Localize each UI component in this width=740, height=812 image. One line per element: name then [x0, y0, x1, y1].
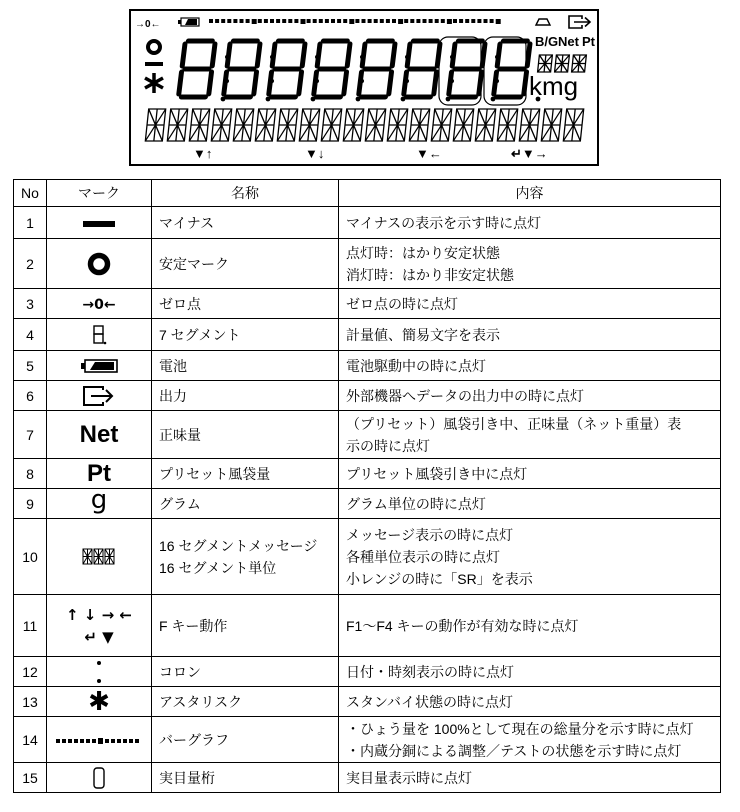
table-row [14, 319, 721, 351]
row-content [338, 489, 720, 519]
lcd-message-sixteen-segment [211, 109, 231, 141]
row-name-line: 安定マーク [158, 255, 229, 272]
lcd-zero-mark: →0← [135, 19, 161, 30]
lcd-bar-segment [465, 19, 469, 23]
row-content-line: メッセージ表示の時に点灯 [345, 526, 514, 543]
lcd-message-sixteen-segment [365, 109, 385, 141]
lcd-bar-segment [416, 19, 420, 23]
gram-icon: g [90, 484, 108, 515]
output-icon [81, 385, 117, 407]
lcd-message-sixteen-segment [541, 109, 561, 141]
row-mark [46, 763, 151, 793]
lcd-bar-segment [246, 19, 250, 23]
row-name [151, 657, 338, 687]
row-mark [46, 319, 151, 351]
row-name [151, 489, 338, 519]
row-content-line: （プリセット）風袋引き中、正味量（ネット重量）表 [345, 415, 682, 432]
header-mark: マーク [46, 180, 151, 207]
lcd-bar-segment [410, 19, 414, 23]
table-row [14, 239, 721, 289]
lcd-message-sixteen-segment [431, 109, 451, 141]
lcd-bar-segment [368, 19, 372, 23]
lcd-message-sixteen-segment [497, 109, 517, 141]
lcd-indicator-net: Net [558, 34, 579, 49]
lcd-bar-segment [325, 19, 329, 23]
row-name [151, 687, 338, 717]
lcd-bar-segment [227, 19, 231, 23]
lcd-message-sixteen-segment [387, 109, 407, 141]
actual-digit-icon [92, 766, 106, 790]
row-content [338, 459, 720, 489]
row-content [338, 381, 720, 411]
row-content [338, 657, 720, 687]
row-content-line: 各種単位表示の時に点灯 [345, 548, 500, 565]
row-name [151, 351, 338, 381]
lcd-message-sixteen-segment [167, 109, 187, 141]
row-no: 10 [14, 519, 47, 595]
lcd-bar-segment [252, 19, 257, 24]
row-no: 8 [14, 459, 47, 489]
lcd-bar-segment [337, 19, 341, 23]
row-content-line: 日付・時刻表示の時に点灯 [345, 663, 514, 680]
lcd-bar-segment [471, 19, 475, 23]
row-content-line: グラム単位の時に点灯 [345, 495, 486, 512]
row-no: 6 [14, 381, 47, 411]
row-content-line: ・内蔵分銅による調整／テストの状態を示す時に点灯 [345, 742, 682, 759]
sixteen-segment-icon [82, 548, 116, 566]
lcd-message-sixteen-segment [277, 109, 297, 141]
row-mark [46, 687, 151, 717]
row-name-line: 7 セグメント [158, 326, 241, 343]
lcd-bar-segment [288, 19, 292, 23]
lcd-display-diagram [129, 9, 599, 166]
row-mark [46, 519, 151, 595]
table-row [14, 657, 721, 687]
lcd-message-sixteen-segment [233, 109, 253, 141]
lcd-seven-segment-digit [268, 41, 305, 97]
row-content [338, 319, 720, 351]
lcd-bar-segment [429, 19, 433, 23]
lcd-indicator-pt: Pt [582, 34, 595, 49]
lcd-bar-segment [331, 19, 335, 23]
lcd-bar-segment [282, 19, 286, 23]
lcd-fkey-3: ▼← [416, 146, 442, 161]
lcd-bar-segment [307, 19, 311, 23]
row-mark [46, 381, 151, 411]
row-mark [46, 459, 151, 489]
row-name [151, 207, 338, 239]
row-name [151, 519, 338, 595]
row-content-line: 小レンジの時に「SR」を表示 [345, 570, 533, 587]
lcd-message-sixteen-segment [343, 109, 363, 141]
lcd-bar-segment [392, 19, 396, 23]
row-name-line: F キー動作 [158, 617, 228, 634]
row-name [151, 763, 338, 793]
lcd-message-sixteen-segment [255, 109, 275, 141]
fkey-arrows-row: ↑ ↓ → ← [66, 605, 132, 624]
lcd-unit-sixteen-segment [572, 55, 587, 72]
lcd-minus-bar [145, 62, 163, 66]
lcd-bar-segment [258, 19, 262, 23]
lcd-bar-segment [496, 19, 501, 24]
row-mark [46, 657, 151, 687]
lcd-bar-segment [362, 19, 366, 23]
lcd-bar-segment [374, 19, 378, 23]
lcd-message-sixteen-segment [475, 109, 495, 141]
lcd-tare-icon [536, 19, 550, 25]
lcd-bar-segment [459, 19, 463, 23]
table-row [14, 459, 721, 489]
row-content-line: 外部機器へデータの出力中の時に点灯 [345, 387, 584, 404]
pt-icon: Pt [86, 459, 111, 487]
row-content [338, 207, 720, 239]
zero-point-icon: →0← [82, 296, 116, 313]
lcd-bar-segment [270, 19, 274, 23]
row-no: 4 [14, 319, 47, 351]
row-content-line: マイナスの表示を示す時に点灯 [345, 214, 542, 231]
row-content [338, 595, 720, 657]
net-icon: Net [79, 420, 119, 448]
minus-bar-icon [82, 219, 116, 229]
lcd-seven-segment-digit [313, 41, 350, 97]
row-no: 14 [14, 717, 47, 763]
lcd-bar-segment [276, 19, 280, 23]
lcd-bar-segment [240, 19, 244, 23]
row-name [151, 319, 338, 351]
lcd-mark-table [13, 179, 721, 793]
row-no: 11 [14, 595, 47, 657]
lcd-bar-segment [313, 19, 317, 23]
row-name [151, 381, 338, 411]
row-mark [46, 289, 151, 319]
row-name [151, 289, 338, 319]
row-mark [46, 484, 151, 519]
row-content [338, 687, 720, 717]
lcd-bar-segment [404, 19, 408, 23]
row-content-line: プリセット風袋引き中に点灯 [345, 465, 528, 482]
lcd-bar-segment [490, 19, 494, 23]
row-content [338, 351, 720, 381]
lcd-bar-segment [319, 19, 323, 23]
lcd-message-sixteen-segment [299, 109, 319, 141]
table-row [14, 595, 721, 657]
row-no: 12 [14, 657, 47, 687]
lcd-bar-segment [441, 19, 445, 23]
row-name-line: 実目量桁 [158, 769, 215, 786]
table-row [14, 207, 721, 239]
lcd-bar-segment [453, 19, 457, 23]
row-no: 7 [14, 411, 47, 459]
row-no: 5 [14, 351, 47, 381]
header-content: 内容 [338, 180, 720, 207]
lcd-bar-segment [209, 19, 213, 23]
row-content-line: 消灯時：はかり非安定状態 [345, 266, 514, 283]
row-mark [46, 595, 151, 657]
lcd-seven-segment-digit [178, 41, 215, 97]
row-mark [46, 207, 151, 239]
row-content-line: 点灯時：はかり安定状態 [345, 244, 500, 261]
lcd-message-sixteen-segment [189, 109, 209, 141]
row-name [151, 239, 338, 289]
table-row [14, 351, 721, 381]
lcd-message-sixteen-segment [321, 109, 341, 141]
fkey-arrows-icon [54, 604, 144, 648]
lcd-fkey-2: ▼↓ [305, 146, 325, 161]
lcd-asterisk [145, 73, 163, 93]
row-content [338, 519, 720, 595]
row-mark [46, 411, 151, 459]
lcd-seven-segment-digit [403, 41, 440, 97]
lcd-seven-segment-digit [448, 41, 485, 97]
row-name-line: 出力 [158, 387, 187, 404]
lcd-fkey-1: ▼↑ [193, 146, 213, 161]
colon-icon [94, 659, 104, 685]
lcd-seven-segment-digit [223, 41, 260, 97]
table-row [14, 717, 721, 763]
header-name: 名称 [151, 180, 338, 207]
header-no: No [14, 180, 47, 207]
lcd-unit-sixteen-segment [555, 55, 570, 72]
table-row [14, 289, 721, 319]
lcd-stable-ring [148, 41, 160, 53]
row-no: 15 [14, 763, 47, 793]
row-name-line: マイナス [158, 214, 215, 231]
lcd-bar-segment [349, 19, 354, 24]
row-name [151, 411, 338, 459]
row-content-line: 計量値、簡易文字を表示 [345, 326, 500, 343]
row-name-line: 16 セグメントメッセージ [158, 537, 318, 554]
lcd-fkey-4: ↵▼→ [511, 146, 548, 161]
lcd-message-sixteen-segment [409, 109, 429, 141]
lcd-bar-segment [423, 19, 427, 23]
table-row [14, 381, 721, 411]
row-content [338, 289, 720, 319]
row-content [338, 763, 720, 793]
row-content-line: 電池駆動中の時に点灯 [345, 357, 486, 374]
lcd-bar-segment [294, 19, 298, 23]
row-content [338, 239, 720, 289]
lcd-seven-segment-digit [493, 41, 530, 97]
lcd-battery-icon [185, 19, 197, 25]
lcd-bar-segment [343, 19, 347, 23]
lcd-indicator-bg: B/G [535, 34, 559, 49]
row-mark [46, 239, 151, 289]
lcd-message-sixteen-segment [563, 109, 583, 141]
lcd-seven-segment-digit [358, 41, 395, 97]
row-name-line: ゼロ点 [158, 295, 201, 312]
row-no: 1 [14, 207, 47, 239]
row-name-line: コロン [158, 663, 201, 680]
row-content-line: 示の時に点灯 [345, 437, 430, 454]
stable-ring-icon [86, 251, 112, 277]
row-name-line: 正味量 [158, 426, 201, 443]
row-name-line: バーグラフ [158, 731, 229, 748]
row-name [151, 595, 338, 657]
fkey-arrows-row: ↵ ▼ [84, 627, 114, 646]
lcd-bar-segment [221, 19, 225, 23]
table-row [14, 489, 721, 519]
lcd-message-sixteen-segment [145, 109, 165, 141]
asterisk-icon: ✱ [88, 686, 110, 717]
lcd-bar-segment [398, 19, 403, 24]
seven-segment-icon [91, 324, 107, 346]
row-content-line: 実目量表示時に点灯 [345, 769, 472, 786]
lcd-bar-segment [233, 19, 237, 23]
row-no: 3 [14, 289, 47, 319]
battery-icon [79, 358, 119, 374]
row-mark [46, 351, 151, 381]
row-mark [46, 717, 151, 763]
lcd-bar-segment [301, 19, 306, 24]
row-content [338, 717, 720, 763]
row-name [151, 717, 338, 763]
table-row [14, 763, 721, 793]
lcd-bar-segment [484, 19, 488, 23]
row-no: 13 [14, 687, 47, 717]
row-content-line: ゼロ点の時に点灯 [345, 295, 458, 312]
row-content-line: ・ひょう量を 100%として現在の総量分を示す時に点灯 [345, 720, 694, 737]
lcd-unit-sixteen-segment [538, 55, 553, 72]
lcd-bar-segment [355, 19, 359, 23]
row-name-line: プリセット風袋量 [158, 465, 271, 482]
lcd-bar-segment [215, 19, 219, 23]
lcd-bar-segment [380, 19, 384, 23]
row-content-line: スタンバイ状態の時に点灯 [345, 693, 514, 710]
lcd-bar-segment [477, 19, 481, 23]
lcd-message-sixteen-segment [519, 109, 539, 141]
lcd-unit-kmg: kmg [529, 71, 579, 101]
lcd-bar-segment [447, 19, 452, 24]
lcd-bar-segment [264, 19, 268, 23]
lcd-message-sixteen-segment [453, 109, 473, 141]
row-name-line: グラム [158, 495, 201, 512]
table-header-row [14, 180, 721, 207]
row-name-line: 16 セグメント単位 [158, 559, 277, 576]
table-row [14, 687, 721, 717]
row-content-line: F1～F4 キーの動作が有効な時に点灯 [345, 617, 579, 634]
row-name [151, 459, 338, 489]
table-row [14, 411, 721, 459]
row-name-line: 電池 [158, 357, 187, 374]
bar-graph-icon [54, 737, 144, 745]
row-no: 2 [14, 239, 47, 289]
lcd-bar-segment [386, 19, 390, 23]
lcd-bar-segment [435, 19, 439, 23]
row-name-line: アスタリスク [158, 693, 243, 710]
row-content [338, 411, 720, 459]
row-no: 9 [14, 489, 47, 519]
table-row [14, 519, 721, 595]
